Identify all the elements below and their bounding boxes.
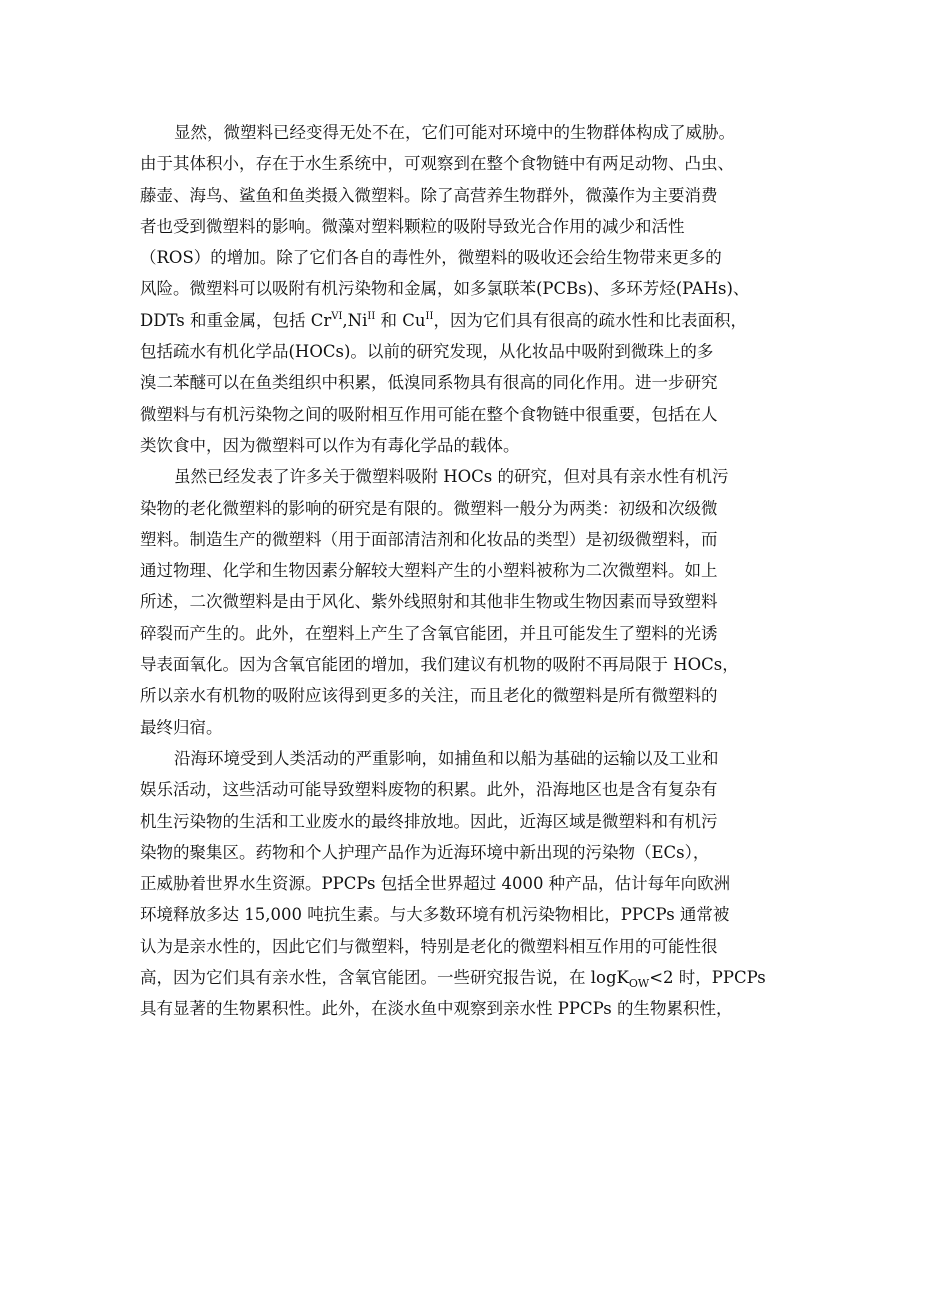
paragraph-3-line-4: 染物的聚集区。药物和个人护理产品作为近海环境中新出现的污染物（ECs）， — [140, 842, 710, 862]
subscript: OW — [628, 977, 650, 991]
paragraph-3-line-2: 娱乐活动，这些活动可能导致塑料废物的积累。此外，沿海地区也是含有复杂有 — [140, 780, 718, 800]
paragraph-1-line-1: 显然，微塑料已经变得无处不在，它们可能对环境中的生物群体构成了威胁。 — [174, 123, 735, 142]
superscript: II — [367, 310, 376, 322]
line-text: DDTs 和重金属，包括 Cr — [140, 310, 332, 330]
paragraph-1-line-6: 风险。微塑料可以吸附有机污染物和金属，如多氯联苯(PCBs)、多环芳烃(PAHs)、 — [140, 279, 750, 299]
paragraph-1-line-4: 者也受到微塑料的影响。微藻对塑料颗粒的吸附导致光合作用的减少和活性 — [140, 216, 685, 236]
paragraph-2-line-8: 所以亲水有机物的吸附应该得到更多的关注，而且老化的微塑料是所有微塑料的 — [140, 686, 718, 706]
paragraph-1-line-9: 溴二苯醚可以在鱼类组织中积累，低溴同系物具有很高的同化作用。进一步研究 — [140, 373, 718, 393]
body-text — [140, 117, 788, 1025]
line-text: 高，因为它们具有亲水性，含氧官能团。一些研究报告说，在 logK — [140, 968, 629, 988]
paragraph-3-line-8 — [140, 962, 788, 993]
paragraph-2-line-3: 塑料。制造生产的微塑料（用于面部清洁剂和化妆品的类型）是初级微塑料，而 — [140, 529, 718, 549]
paragraph-1-line-5: （ROS）的增加。除了它们各自的毒性外，微塑料的吸收还会给生物带来更多的 — [140, 248, 722, 268]
superscript: VI — [331, 310, 343, 322]
paragraph-1-line-8: 包括疏水有机化学品(HOCs)。以前的研究发现，从化妆品中吸附到微珠上的多 — [140, 342, 714, 362]
paragraph-3-line-3: 机生污染物的生活和工业废水的最终排放地。因此，近海区域是微塑料和有机污 — [140, 811, 718, 831]
paragraph-3-line-9: 具有显著的生物累积性。此外，在淡水鱼中观察到亲水性 PPCPs 的生物累积性， — [140, 999, 733, 1019]
paragraph-2-line-1: 虽然已经发表了许多关于微塑料吸附 HOCs 的研究，但对具有亲水性有机污 — [174, 467, 729, 487]
line-text: 和 Cu — [375, 310, 426, 330]
paragraph-1-line-11: 类饮食中，因为微塑料可以作为有毒化学品的载体。 — [140, 435, 520, 455]
paragraph-1-line-10: 微塑料与有机污染物之间的吸附相互作用可能在整个食物链中很重要，包括在人 — [140, 404, 718, 424]
superscript: II — [425, 310, 434, 322]
line-text: ，因为它们具有很高的疏水性和比表面积， — [433, 310, 747, 330]
paragraph-2-line-6: 碎裂而产生的。此外，在塑料上产生了含氧官能团，并且可能发生了塑料的光诱 — [140, 623, 718, 643]
paragraph-3-line-6: 环境释放多达 15,000 吨抗生素。与大多数环境有机污染物相比，PPCPs 通常被 — [140, 905, 730, 925]
paragraph-2-line-9: 最终归宿。 — [140, 717, 223, 737]
paragraph-2-line-5: 所述，二次微塑料是由于风化、紫外线照射和其他非生物或生物因素而导致塑料 — [140, 592, 718, 612]
line-text: ,Ni — [342, 310, 368, 330]
paragraph-3-line-7: 认为是亲水性的，因此它们与微塑料，特别是老化的微塑料相互作用的可能性很 — [140, 936, 718, 956]
paragraph-3-line-1: 沿海环境受到人类活动的严重影响，如捕鱼和以船为基础的运输以及工业和 — [174, 748, 719, 768]
paragraph-1-line-7 — [140, 305, 788, 336]
paragraph-2-line-7: 导表面氧化。因为含氧官能团的增加，我们建议有机物的吸附不再局限于 HOCs， — [140, 655, 739, 675]
paragraph-3-line-5: 正威胁着世界水生资源。PPCPs 包括全世界超过 4000 种产品，估计每年向欧洲 — [140, 874, 731, 894]
paragraph-1-line-2: 由于其体积小，存在于水生系统中，可观察到在整个食物链中有两足动物、凸虫、 — [140, 154, 734, 174]
paragraph-2-line-2: 染物的老化微塑料的影响的研究是有限的。微塑料一般分为两类：初级和次级微 — [140, 498, 718, 518]
line-text: <2 时，PPCPs — [649, 968, 766, 988]
paragraph-1-line-3: 藤壶、海鸟、鲨鱼和鱼类摄入微塑料。除了高营养生物群外，微藻作为主要消费 — [140, 185, 718, 205]
paragraph-2-line-4: 通过物理、化学和生物因素分解较大塑料产生的小塑料被称为二次微塑料。如上 — [140, 561, 718, 581]
